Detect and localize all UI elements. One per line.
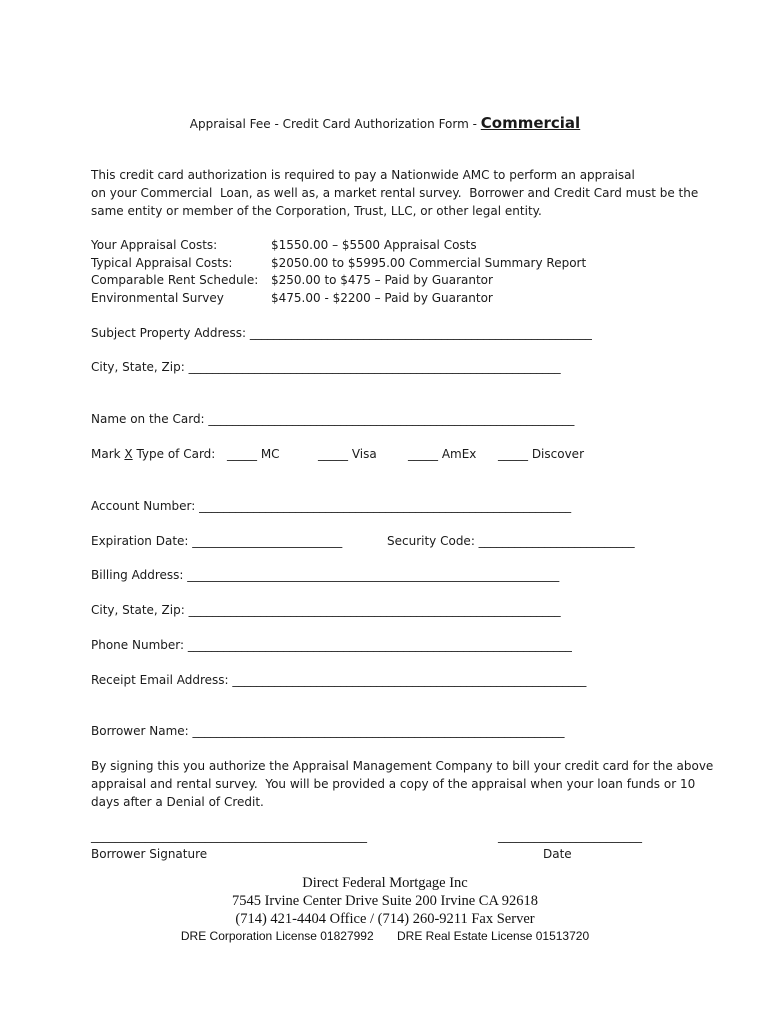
footer-company: Direct Federal Mortgage Inc	[302, 875, 468, 891]
receipt-email-field[interactable]: Receipt Email Address: ___________________________________________________________	[91, 673, 587, 687]
cost-value-2: $2050.00 to $5995.00 Commercial Summary Report	[271, 256, 587, 270]
cost-value-3: $250.00 to $475 – Paid by Guarantor	[271, 273, 493, 287]
phone-number-field[interactable]: Phone Number: ________________________________________________________________	[91, 638, 572, 652]
borrower-name-field[interactable]: Borrower Name: ______________________________________________________________	[91, 724, 565, 738]
authorization-line-1: By signing this you authorize the Appraisal Management Company to bill your credit card for the above	[91, 759, 714, 773]
card-option-mc[interactable]: _____ MC	[227, 447, 280, 461]
card-type-label: Mark X Type of Card:	[91, 447, 216, 461]
expiration-date-field[interactable]: Expiration Date: _________________________	[91, 534, 343, 548]
intro-line-1: This credit card authorization is required to pay a Nationwide AMC to perform an appraisal	[91, 168, 635, 182]
city-state-zip-field-1[interactable]: City, State, Zip: ______________________________________________________________	[91, 360, 561, 374]
cost-value-4: $475.00 - $2200 – Paid by Guarantor	[271, 291, 493, 305]
cost-label-1: Your Appraisal Costs:	[91, 238, 218, 252]
city-state-zip-field-2[interactable]: City, State, Zip: ______________________________________________________________	[91, 603, 561, 617]
cost-label-2: Typical Appraisal Costs:	[91, 256, 233, 270]
account-number-field[interactable]: Account Number: ______________________________________________________________	[91, 499, 572, 513]
footer-corp-license: DRE Corporation License 01827992	[180, 929, 374, 943]
card-option-visa[interactable]: _____ Visa	[318, 447, 377, 461]
security-code-field[interactable]: Security Code: __________________________	[387, 534, 635, 548]
intro-line-3: same entity or member of the Corporation, Trust, LLC, or other legal entity.	[91, 204, 542, 218]
intro-line-2: on your Commercial Loan, as well as, a market rental survey. Borrower and Credit Card must be the	[91, 186, 699, 200]
card-option-discover[interactable]: _____ Discover	[498, 447, 584, 461]
signature-label: Borrower Signature	[91, 847, 208, 861]
card-option-amex[interactable]: _____ AmEx	[408, 447, 477, 461]
cost-label-3: Comparable Rent Schedule:	[91, 273, 259, 287]
footer-phones: (714) 421-4404 Office / (714) 260-9211 Fax Server	[235, 911, 535, 927]
footer-address: 7545 Irvine Center Drive Suite 200 Irvine CA 92618	[231, 893, 539, 909]
name-on-card-field[interactable]: Name on the Card: _____________________________________________________________	[91, 412, 575, 426]
footer-re-license: DRE Real Estate License 01513720	[397, 929, 590, 943]
cost-label-4: Environmental Survey	[91, 291, 224, 305]
date-label: Date	[543, 847, 572, 861]
form-title-prefix: Appraisal Fee - Credit Card Authorization Form -	[189, 117, 481, 131]
billing-address-field[interactable]: Billing Address: ______________________________________________________________	[91, 568, 560, 582]
form-title	[0, 114, 770, 132]
footer-licenses	[0, 929, 770, 943]
signature-line[interactable]: ______________________________________________	[91, 829, 367, 843]
subject-property-field[interactable]: Subject Property Address: _________________________________________________________	[91, 326, 592, 340]
form-title-emphasis: Commercial	[480, 114, 581, 132]
cost-value-1: $1550.00 – $5500 Appraisal Costs	[271, 238, 477, 252]
authorization-line-2: appraisal and rental survey. You will be provided a copy of the appraisal when your loan funds or 10	[91, 777, 696, 791]
authorization-line-3: days after a Denial of Credit.	[91, 795, 264, 809]
date-line[interactable]: ________________________	[498, 829, 642, 843]
